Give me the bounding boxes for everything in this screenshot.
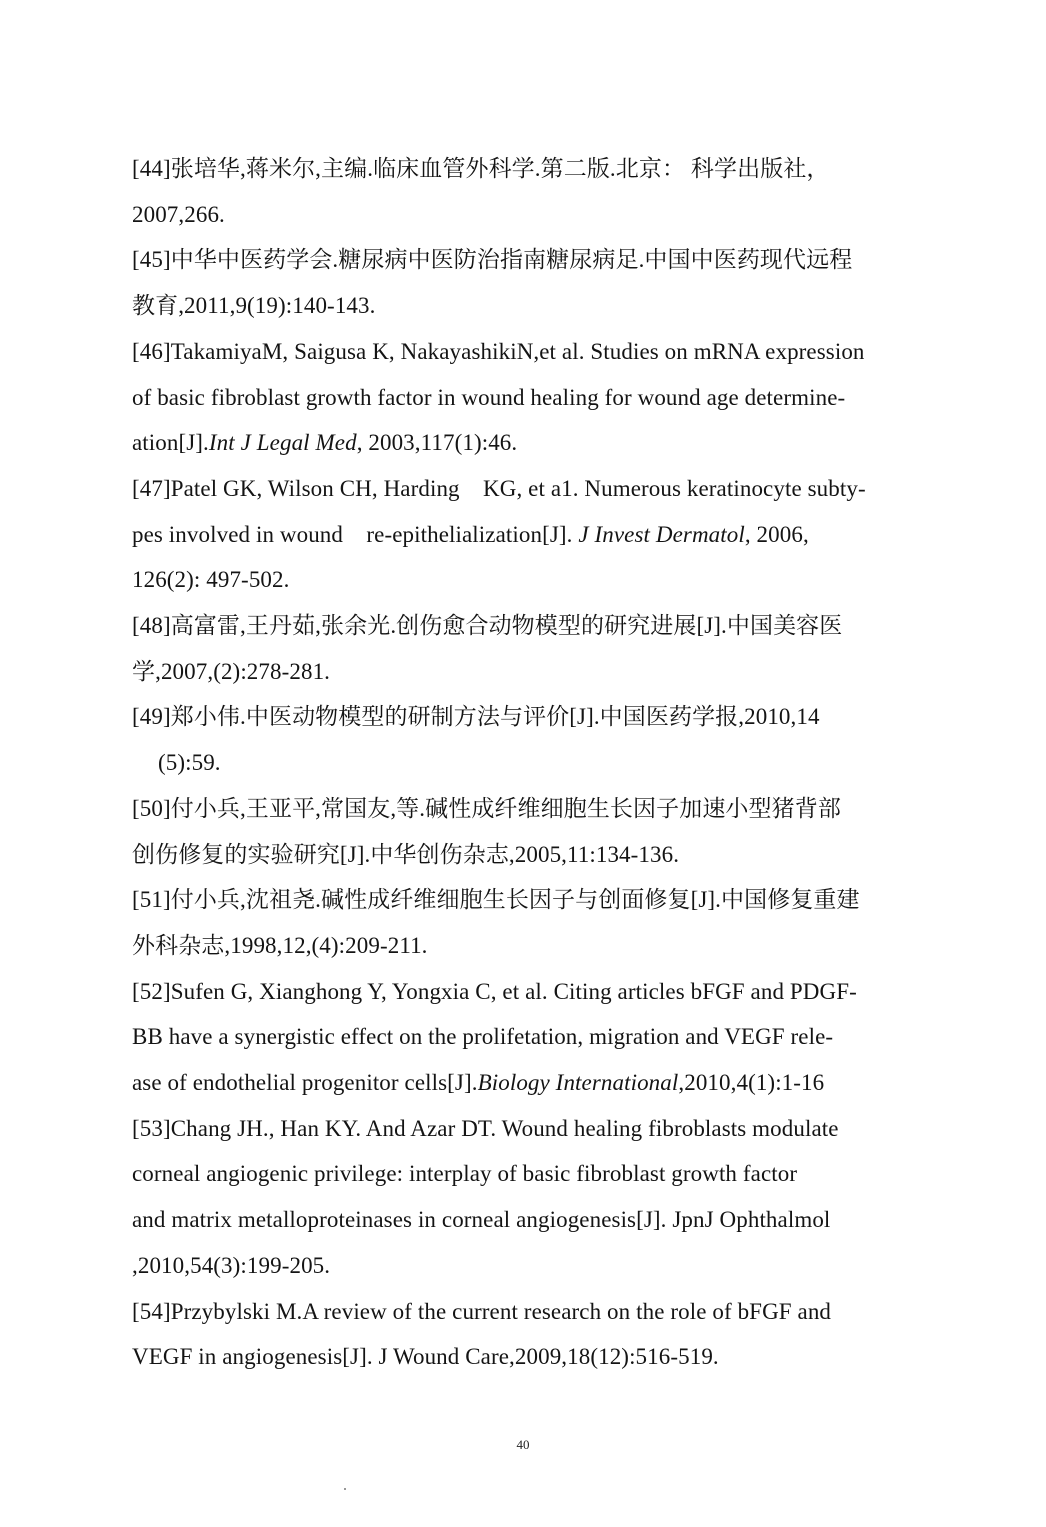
reference-line: [44]张培华,蒋米尔,主编.临床血管外科学.第二版.北京： 科学出版社， [132, 156, 830, 181]
reference-text: pes involved in wound re-epithelialization[J]. [132, 521, 579, 547]
reference-line: (5):59. [158, 750, 221, 776]
reference-line: 教育,2011,9(19):140-143. [132, 293, 376, 319]
reference-46 [132, 329, 944, 466]
reference-line: VEGF in angiogenesis[J]. J Wound Care,2009,18(12):516-519. [132, 1344, 719, 1370]
reference-list [132, 146, 944, 1380]
reference-line [132, 1060, 944, 1106]
reference-line: [47]Patel GK, Wilson CH, Harding KG, et a1. Numerous keratinocyte subty- [132, 475, 866, 501]
reference-line: 学,2007,(2):278-281. [132, 658, 331, 684]
page-number: 40 [516, 1437, 530, 1452]
reference-line: and matrix metalloproteinases in corneal angiogenesis[J]. JpnJ Ophthalmol [132, 1207, 831, 1233]
reference-54 [132, 1289, 944, 1380]
reference-line: [49]郑小伟.中医动物模型的研制方法与评价[J].中国医药学报,2010,14 [132, 704, 820, 730]
reference-text: ation[J]. [132, 430, 209, 456]
reference-line: 外科杂志,1998,12,(4):209-211. [132, 932, 428, 958]
reference-50 [132, 786, 944, 877]
reference-line: [46]TakamiyaM, Saigusa K, NakayashikiN,et al. Studies on mRNA expression [132, 338, 865, 364]
reference-text: ,2010,4(1):1-16 [678, 1070, 825, 1096]
reference-line [132, 512, 944, 558]
reference-47 [132, 466, 944, 603]
reference-line: 创伤修复的实验研究[J].中华创伤杂志,2005,11:134-136. [132, 841, 680, 867]
reference-line: 2007,266. [132, 201, 225, 227]
reference-line: ,2010,54(3):199-205. [132, 1252, 331, 1278]
reference-line [132, 420, 944, 466]
reference-45 [132, 237, 944, 328]
reference-49 [132, 694, 944, 785]
reference-line: 126(2): 497-502. [132, 567, 290, 593]
reference-line: [45]中华中医药学会.糖尿病中医防治指南糖尿病足.中国中医药现代远程 [132, 247, 853, 273]
reference-52 [132, 969, 944, 1106]
reference-line: [54]Przybylski M.A review of the current research on the role of bFGF and [132, 1298, 832, 1324]
reference-line: [53]Chang JH., Han KY. And Azar DT. Wound healing fibroblasts modulate [132, 1115, 839, 1141]
journal-name: Int J Legal Med [208, 430, 357, 456]
reference-53 [132, 1106, 944, 1289]
journal-name: Biology International [477, 1070, 679, 1096]
journal-name: J Invest Dermatol [578, 521, 745, 547]
reference-line: [52]Sufen G, Xianghong Y, Yongxia C, et al. Citing articles bFGF and PDGF- [132, 978, 857, 1004]
reference-line: [48]高富雷,王丹茹,张余光.创伤愈合动物模型的研究进展[J].中国美容医 [132, 613, 843, 639]
reference-line: corneal angiogenic privilege: interplay of basic fibroblast growth factor [132, 1161, 798, 1187]
reference-line: of basic fibroblast growth factor in wound healing for wound age determine- [132, 384, 846, 410]
reference-line: BB have a synergistic effect on the prolifetation, migration and VEGF rele- [132, 1024, 834, 1050]
reference-text: , 2006, [744, 521, 809, 547]
reference-line: [51]付小兵,沈祖尧.碱性成纤维细胞生长因子与创面修复[J].中国修复重建 [132, 887, 860, 913]
reference-44 [132, 146, 944, 237]
reference-51 [132, 877, 944, 968]
reference-48 [132, 603, 944, 694]
scan-speck [344, 1488, 346, 1490]
reference-text: , 2003,117(1):46. [356, 430, 518, 456]
reference-line: [50]付小兵,王亚平,常国友,等.碱性成纤维细胞生长因子加速小型猪背部 [132, 795, 841, 821]
reference-text: ase of endothelial progenitor cells[J]. [132, 1070, 478, 1096]
